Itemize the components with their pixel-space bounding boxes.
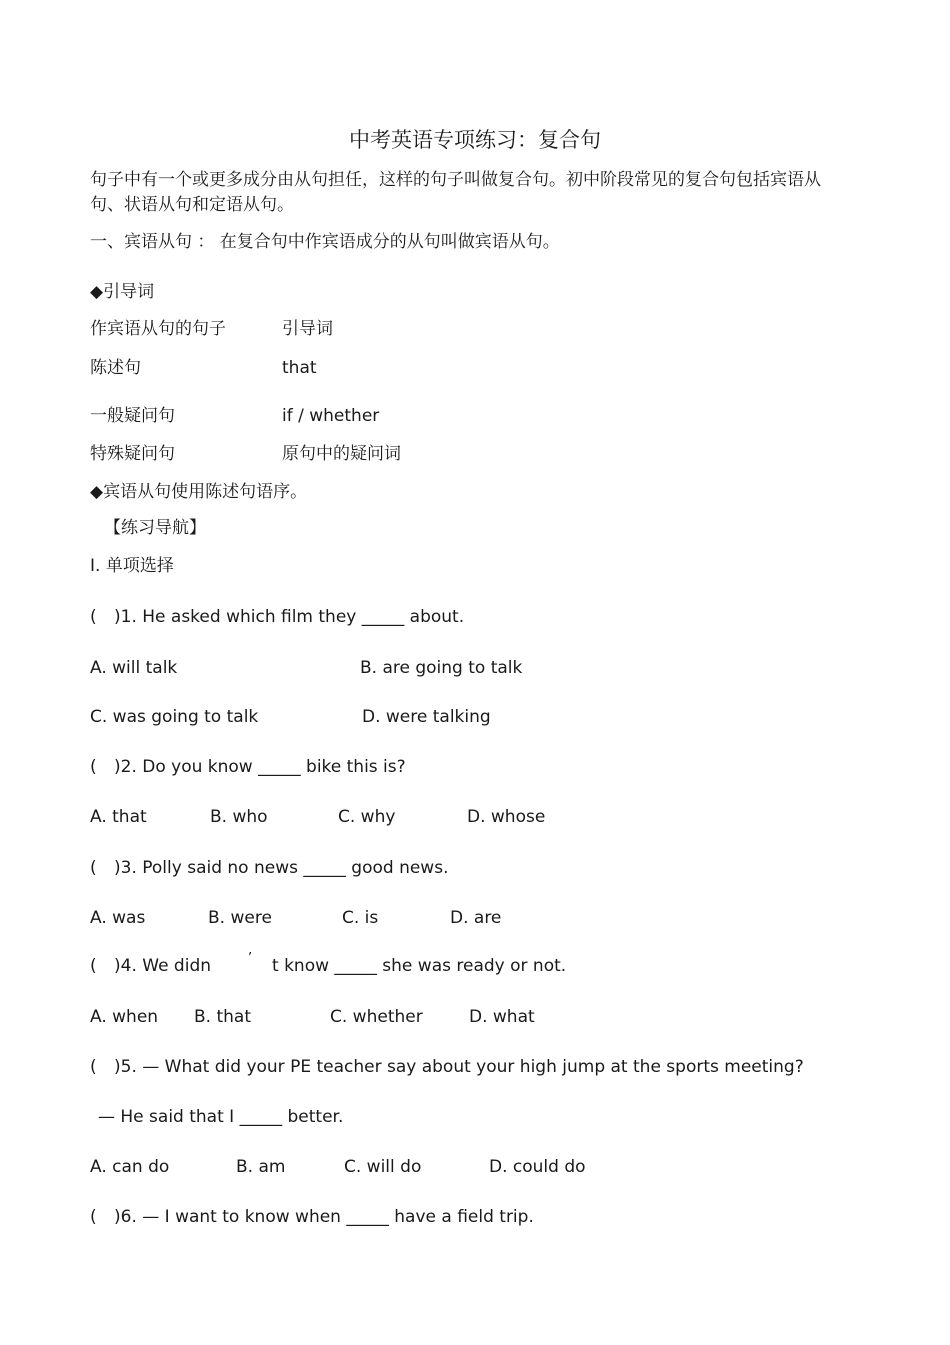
option: D. were talking (362, 707, 491, 727)
section-object-clause: 一、宾语从句 ： 在复合句中作宾语成分的从句叫做宾语从句。 (90, 232, 560, 252)
question-stem: )6. — I want to know when _____ have a field trip. (114, 1207, 534, 1227)
question-reply: — He said that I _____ better. (98, 1107, 344, 1127)
option: C. why (338, 807, 396, 827)
table-cell: if / whether (282, 406, 380, 426)
table-cell: that (282, 358, 317, 378)
question-paren: ( (90, 858, 97, 878)
option: D. whose (467, 807, 546, 827)
table-header-sentence: 作宾语从句的句子 (90, 319, 226, 339)
option: C. was going to talk (90, 707, 259, 727)
page-title: 中考英语专项练习：复合句 (349, 128, 601, 152)
question-stem-part1: )4. We didn (114, 956, 212, 976)
apostrophe-mark: ’ (248, 951, 253, 966)
option: A. was (90, 908, 146, 928)
table-cell: 一般疑问句 (90, 406, 175, 426)
option: B. who (210, 807, 268, 827)
option: B. am (236, 1157, 286, 1177)
table-cell: 原句中的疑问词 (282, 444, 401, 464)
option: D. are (450, 908, 502, 928)
option: A. that (90, 807, 147, 827)
guide-heading: ◆引导词 (90, 282, 155, 302)
option: D. could do (489, 1157, 586, 1177)
option: A. will talk (90, 658, 178, 678)
table-cell: 特殊疑问句 (90, 444, 175, 464)
question-paren: ( (90, 607, 97, 627)
part1-heading: Ⅰ. 单项选择 (90, 556, 174, 576)
option: C. is (342, 908, 379, 928)
intro-paragraph: 句子中有一个或更多成分由从句担任，这样的句子叫做复合句。初中阶段常见的复合句包括宾语从句、状语从句和定语从句。 (90, 170, 821, 215)
option: D. what (469, 1007, 535, 1027)
option: C. will do (344, 1157, 422, 1177)
table-header-guide: 引导词 (282, 319, 333, 339)
question-stem: )2. Do you know _____ bike this is? (114, 757, 406, 777)
option: B. are going to talk (360, 658, 523, 678)
question-stem: )1. He asked which film they _____ about. (114, 607, 465, 627)
question-stem: )5. — What did your PE teacher say about your high jump at the sports meeting? (114, 1057, 804, 1077)
question-paren: ( (90, 757, 97, 777)
option: B. were (208, 908, 272, 928)
option: B. that (194, 1007, 251, 1027)
question-paren: ( (90, 1207, 97, 1227)
option: A. can do (90, 1157, 170, 1177)
question-paren: ( (90, 956, 97, 976)
question-paren: ( (90, 1057, 97, 1077)
option: A. when (90, 1007, 159, 1027)
table-cell: 陈述句 (90, 358, 141, 378)
option: C. whether (330, 1007, 423, 1027)
question-stem: )3. Polly said no news _____ good news. (114, 858, 449, 878)
word-order-note: ◆宾语从句使用陈述句语序。 (90, 482, 308, 502)
question-stem-part2: t know _____ she was ready or not. (272, 956, 567, 976)
practice-heading: 【练习导航】 (104, 518, 206, 538)
